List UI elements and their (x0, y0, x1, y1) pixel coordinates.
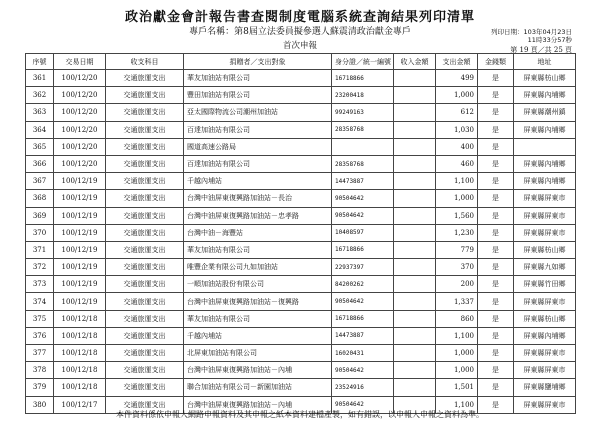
table-row (26, 155, 576, 172)
cell-date: 100/12/19 (54, 207, 106, 224)
cell-expense: 779 (436, 241, 478, 258)
cell-address: 屏東縣竹田鄉 (514, 276, 576, 293)
cell-address: 屏東縣九如鄉 (514, 259, 576, 276)
cell-id: 23524916 (332, 379, 394, 396)
cell-cash: 是 (478, 396, 514, 413)
cell-seq: 372 (26, 259, 54, 276)
cell-address: 屏東縣潮州鎮 (514, 104, 576, 121)
cell-category: 交通旅運支出 (106, 70, 184, 87)
cell-category: 交通旅運支出 (106, 173, 184, 190)
cell-category: 交通旅運支出 (106, 138, 184, 155)
cell-date: 100/12/19 (54, 293, 106, 310)
cell-seq: 374 (26, 293, 54, 310)
cell-id: 28358768 (332, 121, 394, 138)
cell-expense: 1,501 (436, 379, 478, 396)
cell-seq: 367 (26, 173, 54, 190)
cell-seq: 365 (26, 138, 54, 155)
table-row (26, 87, 576, 104)
cell-id: 84200262 (332, 276, 394, 293)
cell-expense: 1,100 (436, 327, 478, 344)
table-row (26, 345, 576, 362)
cell-expense: 1,337 (436, 293, 478, 310)
cell-category: 交通旅運支出 (106, 207, 184, 224)
cell-seq: 380 (26, 396, 54, 413)
cell-address: 屏東縣內埔鄉 (514, 173, 576, 190)
cell-category: 交通旅運支出 (106, 276, 184, 293)
cell-expense: 1,000 (436, 190, 478, 207)
table-header-row (26, 54, 576, 70)
cell-income (394, 310, 436, 327)
cell-party: 千越內埔站 (184, 173, 332, 190)
cell-address: 屏東縣鹽埔鄉 (514, 379, 576, 396)
cell-expense: 860 (436, 310, 478, 327)
cell-cash: 是 (478, 327, 514, 344)
cell-income (394, 138, 436, 155)
cell-income (394, 173, 436, 190)
cell-party: 亞太國際物流公司潮州加油站 (184, 104, 332, 121)
cell-income (394, 259, 436, 276)
cell-income (394, 379, 436, 396)
cell-income (394, 155, 436, 172)
cell-date: 100/12/19 (54, 259, 106, 276)
cell-cash: 是 (478, 276, 514, 293)
cell-income (394, 345, 436, 362)
account-name: 專戶名稱：第8屆立法委員擬參選人蘇震清政治獻金專戶 (189, 27, 411, 37)
table-row (26, 310, 576, 327)
cell-seq: 377 (26, 345, 54, 362)
cell-expense: 1,100 (436, 396, 478, 413)
cell-id: 99249163 (332, 104, 394, 121)
cell-income (394, 327, 436, 344)
cell-party: 華友加油站有限公司 (184, 241, 332, 258)
cell-income (394, 87, 436, 104)
cell-address: 屏東縣內埔鄉 (514, 121, 576, 138)
cell-date: 100/12/19 (54, 190, 106, 207)
col-header-seq: 序號 (26, 54, 54, 70)
cell-seq: 375 (26, 310, 54, 327)
cell-id: 90504642 (332, 362, 394, 379)
cell-cash: 是 (478, 241, 514, 258)
cell-party: 千越內埔站 (184, 327, 332, 344)
cell-party: 北屏東加油站有限公司 (184, 345, 332, 362)
cell-address: 屏東縣枋山鄉 (514, 70, 576, 87)
col-header-cash: 金錢類 (478, 54, 514, 70)
cell-party: 唯豐企業有限公司九如加油站 (184, 259, 332, 276)
cell-id: 16020431 (332, 345, 394, 362)
cell-category: 交通旅運支出 (106, 190, 184, 207)
cell-cash: 是 (478, 138, 514, 155)
cell-id: 10408597 (332, 224, 394, 241)
cell-category: 交通旅運支出 (106, 241, 184, 258)
cell-category: 交通旅運支出 (106, 362, 184, 379)
cell-address: 屏東縣內埔鄉 (514, 327, 576, 344)
cell-expense: 612 (436, 104, 478, 121)
cell-id: 16718866 (332, 310, 394, 327)
cell-income (394, 190, 436, 207)
cell-category: 交通旅運支出 (106, 121, 184, 138)
col-header-category: 收支科目 (106, 54, 184, 70)
cell-party: 聯合加油站有限公司－新園加油站 (184, 379, 332, 396)
cell-id: 90504642 (332, 207, 394, 224)
cell-cash: 是 (478, 207, 514, 224)
cell-party: 台灣中油屏東復興路加油站－內埔 (184, 396, 332, 413)
cell-category: 交通旅運支出 (106, 379, 184, 396)
cell-address: 屏東縣枋山鄉 (514, 310, 576, 327)
cell-expense: 1,100 (436, 173, 478, 190)
cell-cash: 是 (478, 224, 514, 241)
cell-category: 交通旅運支出 (106, 327, 184, 344)
cell-address: 屏東縣屏東市 (514, 396, 576, 413)
cell-category: 交通旅運支出 (106, 224, 184, 241)
cell-income (394, 362, 436, 379)
cell-date: 100/12/18 (54, 379, 106, 396)
cell-seq: 376 (26, 327, 54, 344)
cell-seq: 362 (26, 87, 54, 104)
cell-party: 台灣中油屏東復興路加油站－內埔 (184, 362, 332, 379)
cell-date: 100/12/20 (54, 70, 106, 87)
cell-seq: 373 (26, 276, 54, 293)
cell-category: 交通旅運支出 (106, 345, 184, 362)
footer-note: 本件資料係依申報人網路申報資料及其申報之紙本資料建檔產製，如有錯誤，以申報人申報之資料為準。 (116, 410, 484, 419)
cell-expense: 1,230 (436, 224, 478, 241)
cell-cash: 是 (478, 345, 514, 362)
cell-expense: 1,030 (436, 121, 478, 138)
cell-category: 交通旅運支出 (106, 293, 184, 310)
cell-party: 台灣中油屏東復興路加油站－忠孝路 (184, 207, 332, 224)
cell-seq: 363 (26, 104, 54, 121)
cell-seq: 364 (26, 121, 54, 138)
table-row (26, 190, 576, 207)
cell-cash: 是 (478, 310, 514, 327)
page-number: 第 19 頁／共 25 頁 (510, 46, 572, 54)
col-header-address: 地址 (514, 54, 576, 70)
cell-category: 交通旅運支出 (106, 155, 184, 172)
cell-category: 交通旅運支出 (106, 87, 184, 104)
cell-date: 100/12/19 (54, 224, 106, 241)
cell-date: 100/12/18 (54, 310, 106, 327)
cell-address: 屏東縣屏東市 (514, 207, 576, 224)
cell-date: 100/12/18 (54, 362, 106, 379)
cell-income (394, 104, 436, 121)
cell-expense: 400 (436, 138, 478, 155)
cell-cash: 是 (478, 70, 514, 87)
table-row (26, 276, 576, 293)
cell-party: 華友加油站有限公司 (184, 70, 332, 87)
cell-id: 14473887 (332, 327, 394, 344)
table-row (26, 293, 576, 310)
col-header-date: 交易日期 (54, 54, 106, 70)
cell-date: 100/12/19 (54, 173, 106, 190)
cell-id: 22937397 (332, 259, 394, 276)
cell-income (394, 121, 436, 138)
cell-date: 100/12/20 (54, 155, 106, 172)
cell-id: 23200418 (332, 87, 394, 104)
cell-date: 100/12/20 (54, 121, 106, 138)
cell-address: 屏東縣枋山鄉 (514, 241, 576, 258)
cell-address: 屏東縣屏東市 (514, 345, 576, 362)
col-header-party: 捐贈者／支出對象 (184, 54, 332, 70)
cell-cash: 是 (478, 87, 514, 104)
print-time: 11時33分57秒 (527, 36, 572, 44)
table-row (26, 327, 576, 344)
cell-date: 100/12/18 (54, 345, 106, 362)
cell-cash: 是 (478, 259, 514, 276)
cell-income (394, 241, 436, 258)
cell-expense: 499 (436, 70, 478, 87)
cell-party: 台灣中油屏東復興路加油站－復興路 (184, 293, 332, 310)
cell-seq: 371 (26, 241, 54, 258)
cell-expense: 1,000 (436, 87, 478, 104)
table-row (26, 104, 576, 121)
cell-address: 屏東縣屏東市 (514, 362, 576, 379)
cell-seq: 369 (26, 207, 54, 224)
col-header-expense: 支出金額 (436, 54, 478, 70)
cell-date: 100/12/20 (54, 87, 106, 104)
cell-id: 14473887 (332, 173, 394, 190)
cell-income (394, 224, 436, 241)
table-row (26, 121, 576, 138)
cell-date: 100/12/19 (54, 241, 106, 258)
table-row (26, 207, 576, 224)
table-row (26, 259, 576, 276)
report-type: 首次申報 (282, 41, 317, 51)
cell-income (394, 207, 436, 224)
cell-party: 國道高速公路局 (184, 138, 332, 155)
cell-cash: 是 (478, 121, 514, 138)
cell-id (332, 138, 394, 155)
cell-address: 屏東縣內埔鄉 (514, 155, 576, 172)
cell-date: 100/12/18 (54, 327, 106, 344)
cell-date: 100/12/19 (54, 276, 106, 293)
cell-income (394, 293, 436, 310)
cell-cash: 是 (478, 362, 514, 379)
cell-address: 屏東縣屏東市 (514, 190, 576, 207)
cell-id: 28358768 (332, 155, 394, 172)
cell-id: 90504642 (332, 190, 394, 207)
page-title: 政治獻金會計報告書查閱制度電腦系統查詢結果列印清單 (124, 10, 475, 25)
col-header-income: 收入金額 (394, 54, 436, 70)
table-row (26, 138, 576, 155)
records-table (25, 53, 576, 414)
cell-date: 100/12/20 (54, 138, 106, 155)
cell-cash: 是 (478, 173, 514, 190)
cell-id: 90504642 (332, 293, 394, 310)
cell-party: 台灣中油屏東復興路加油站－長治 (184, 190, 332, 207)
cell-seq: 368 (26, 190, 54, 207)
cell-cash: 是 (478, 190, 514, 207)
cell-seq: 366 (26, 155, 54, 172)
cell-address: 屏東縣屏東市 (514, 293, 576, 310)
cell-party: 豐田加油站有限公司 (184, 87, 332, 104)
cell-party: 台灣中油－海豐站 (184, 224, 332, 241)
cell-address: 屏東縣內埔鄉 (514, 87, 576, 104)
cell-category: 交通旅運支出 (106, 310, 184, 327)
table-row (26, 70, 576, 87)
cell-seq: 379 (26, 379, 54, 396)
cell-id: 90504642 (332, 396, 394, 413)
cell-date: 100/12/20 (54, 104, 106, 121)
cell-party: 百達加油站有限公司 (184, 155, 332, 172)
cell-address: 屏東縣屏東市 (514, 224, 576, 241)
table-row (26, 173, 576, 190)
table-row (26, 241, 576, 258)
cell-party: 一順加油站股份有限公司 (184, 276, 332, 293)
cell-expense: 1,000 (436, 362, 478, 379)
cell-expense: 1,000 (436, 345, 478, 362)
cell-cash: 是 (478, 104, 514, 121)
cell-expense: 370 (436, 259, 478, 276)
cell-seq: 370 (26, 224, 54, 241)
cell-cash: 是 (478, 293, 514, 310)
print-date: 列印日期：103年04月23日 (491, 28, 572, 36)
cell-date: 100/12/17 (54, 396, 106, 413)
cell-seq: 361 (26, 70, 54, 87)
table-row (26, 379, 576, 396)
cell-income (394, 70, 436, 87)
cell-party: 百達加油站有限公司 (184, 121, 332, 138)
cell-category: 交通旅運支出 (106, 104, 184, 121)
col-header-id: 身分證／統一編號 (332, 54, 394, 70)
cell-id: 16718866 (332, 241, 394, 258)
table-row (26, 224, 576, 241)
table-row (26, 362, 576, 379)
cell-cash: 是 (478, 379, 514, 396)
cell-id: 16718866 (332, 70, 394, 87)
cell-expense: 1,560 (436, 207, 478, 224)
cell-expense: 200 (436, 276, 478, 293)
cell-expense: 460 (436, 155, 478, 172)
cell-address (514, 138, 576, 155)
cell-seq: 378 (26, 362, 54, 379)
cell-category: 交通旅運支出 (106, 396, 184, 413)
cell-party: 華友加油站有限公司 (184, 310, 332, 327)
cell-category: 交通旅運支出 (106, 259, 184, 276)
cell-cash: 是 (478, 155, 514, 172)
cell-income (394, 276, 436, 293)
